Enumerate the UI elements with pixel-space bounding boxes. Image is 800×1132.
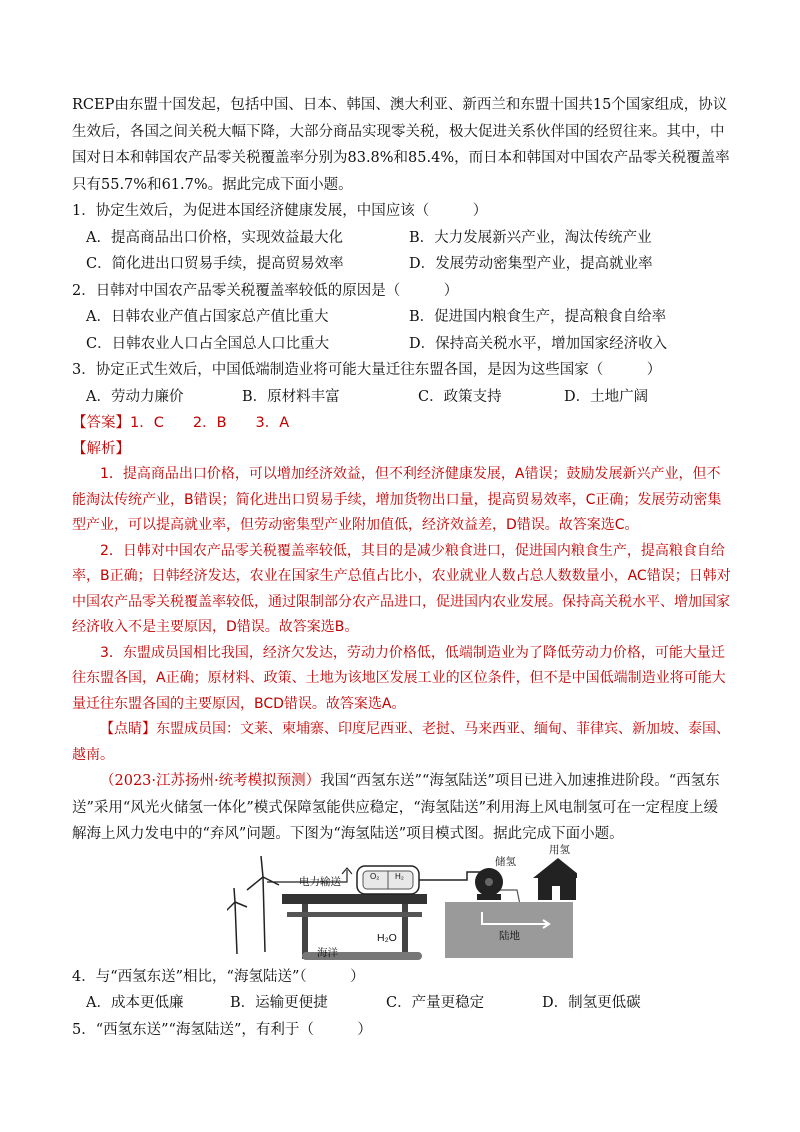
- analysis-tip: 【点睛】东盟成员国：文莱、柬埔寨、印度尼西亚、老挝、马来西亚、缅甸、菲律宾、新加坡、泰国、越南。: [72, 721, 730, 763]
- answer-line: 【答案】1．C 2．B 3．A: [72, 415, 290, 431]
- land-label: 陆地: [499, 929, 520, 942]
- question-2-option-d[interactable]: D．保持高关税水平，增加国家经济收入: [409, 335, 668, 352]
- hydrogen-label: H₂: [395, 871, 404, 881]
- question-4-option-a[interactable]: A．成本更低廉: [86, 995, 184, 1011]
- question-1-option-b[interactable]: B．大力发展新兴产业，淘汰传统产业: [409, 229, 652, 246]
- oxygen-label: O₂: [370, 871, 380, 881]
- hydrogen-project-diagram: [227, 843, 577, 962]
- question-1-options: [72, 225, 732, 252]
- question-1-options-row2: [72, 251, 732, 278]
- question-2-option-b[interactable]: B．促进国内粮食生产，提高粮食自给率: [409, 309, 667, 325]
- question-2-options-row2: [72, 331, 732, 358]
- question-1-option-c[interactable]: C．简化进出口贸易手续，提高贸易效率: [86, 256, 344, 272]
- hydrogen-tank-icon: [475, 868, 503, 900]
- question-4-stem: 4．与“西氢东送”相比，“海氢陆送”（ ）: [72, 968, 365, 985]
- question-4-option-c[interactable]: C．产量更稳定: [386, 995, 485, 1011]
- electrolyzer-icon: [357, 866, 419, 894]
- question-4-option-d[interactable]: D．制氢更低碳: [542, 995, 641, 1011]
- question-2-stem: 2．日韩对中国农产品零关税覆盖率较低的原因是（ ）: [72, 282, 459, 299]
- question-1-option-a[interactable]: A．提高商品出口价格，实现效益最大化: [86, 229, 343, 246]
- wind-turbine-icon: [227, 856, 279, 954]
- question-3-option-b[interactable]: B．原材料丰富: [242, 388, 340, 405]
- question-4-option-b[interactable]: B．运输更便捷: [230, 995, 328, 1011]
- document-page: [72, 92, 732, 1043]
- question-3-stem: 3．协定正式生效后，中国低端制造业将可能大量迁往东盟各国，是因为这些国家（ ）: [72, 362, 662, 378]
- user-label: 用氢: [549, 843, 570, 856]
- offshore-platform-icon: [282, 894, 427, 960]
- analysis-heading: 【解析】: [72, 441, 130, 457]
- water-label: H₂O: [377, 931, 397, 944]
- question-4-options: [72, 990, 732, 1017]
- ocean-label: 海洋: [317, 946, 338, 959]
- intro-paragraph: RCEP由东盟十国发起，包括中国、日本、韩国、澳大利亚、新西兰和东盟十国共15个国家组成，协议生效后，各国之间关税大幅下降，大部分商品实现零关税，极大促进关系伙伴国的经贸往来。其中，中国对日本和韩国农产品零关税覆盖率分别为83.8%和85.4%，而日本和韩国对中国农产品零关税覆盖率只有55.7%和61.7%。据此完成下面小题。: [72, 97, 730, 193]
- question-2-option-c[interactable]: C．日韩农业人口占全国总人口比重大: [86, 335, 330, 352]
- intro2-source: （2023·江苏扬州·统考模拟预测）: [100, 773, 321, 789]
- analysis-1: 1．提高商品出口价格，可以增加经济效益，但不利经济健康发展，A错误；鼓励发展新兴产业，但不能淘汰传统产业，B错误；简化进出口贸易手续，增加货物出口量，提高贸易效率，C正确；发展劳动密集型产业，可以提高就业率，但劳动密集型产业附加值低，经济效益差，D错误。故答案选C。: [72, 466, 722, 533]
- question-3-option-d[interactable]: D．土地广阔: [564, 388, 649, 405]
- question-3-options: [72, 384, 732, 411]
- diagram-svg: [227, 852, 577, 962]
- power-transmission-label: 电力输送: [299, 875, 341, 888]
- question-2-option-a[interactable]: A．日韩农业产值占国家总产值比重大: [86, 309, 329, 325]
- storage-label: 储氢: [495, 855, 516, 868]
- question-2-options: [72, 304, 732, 331]
- intro2-paragraph: [72, 768, 732, 848]
- question-5-stem: 5．“西氢东送”“海氢陆送”，有利于（ ）: [72, 1021, 372, 1038]
- analysis-2: 2．日韩对中国农产品零关税覆盖率较低，其目的是减少粮食进口，促进国内粮食生产，提高粮食自给率，B正确；日韩经济发达，农业在国家生产总值占比小，农业就业人数占总人数数量小，AC错误；日韩对中国农产品零关税覆盖率较低，通过限制部分农产品进口，促进国内农业发展。保持高关税水平、增加国家经济收入不是主要原因，D错误。故答案选B。: [72, 542, 731, 635]
- intro2-text: 我国“西氢东送”“海氢陆送”项目已进入加速推进阶段。“西氢东送”采用“风光火储氢一体化”模式保障氢能供应稳定，“海氢陆送”利用海上风电制氢可在一定程度上缓解海上风力发电中的“弃风”问题。下图为“海氢陆送”项目模式图。据此完成下面小题。: [72, 773, 720, 842]
- analysis-3: 3．东盟成员国相比我国，经济欠发达，劳动力价格低，低端制造业为了降低劳动力价格，可能大量迁往东盟各国，A正确；原材料、政策、土地为该地区发展工业的区位条件，但不是中国低端制造业将可能大量迁往东盟各国的主要原因，BCD错误。故答案选A。: [72, 644, 726, 712]
- question-1-stem: 1．协定生效后，为促进本国经济健康发展，中国应该（ ）: [72, 203, 488, 219]
- question-3-option-c[interactable]: C．政策支持: [418, 388, 502, 405]
- house-icon: [533, 858, 577, 900]
- question-1-option-d[interactable]: D．发展劳动密集型产业，提高就业率: [409, 256, 653, 272]
- question-3-option-a[interactable]: A．劳动力廉价: [86, 388, 184, 405]
